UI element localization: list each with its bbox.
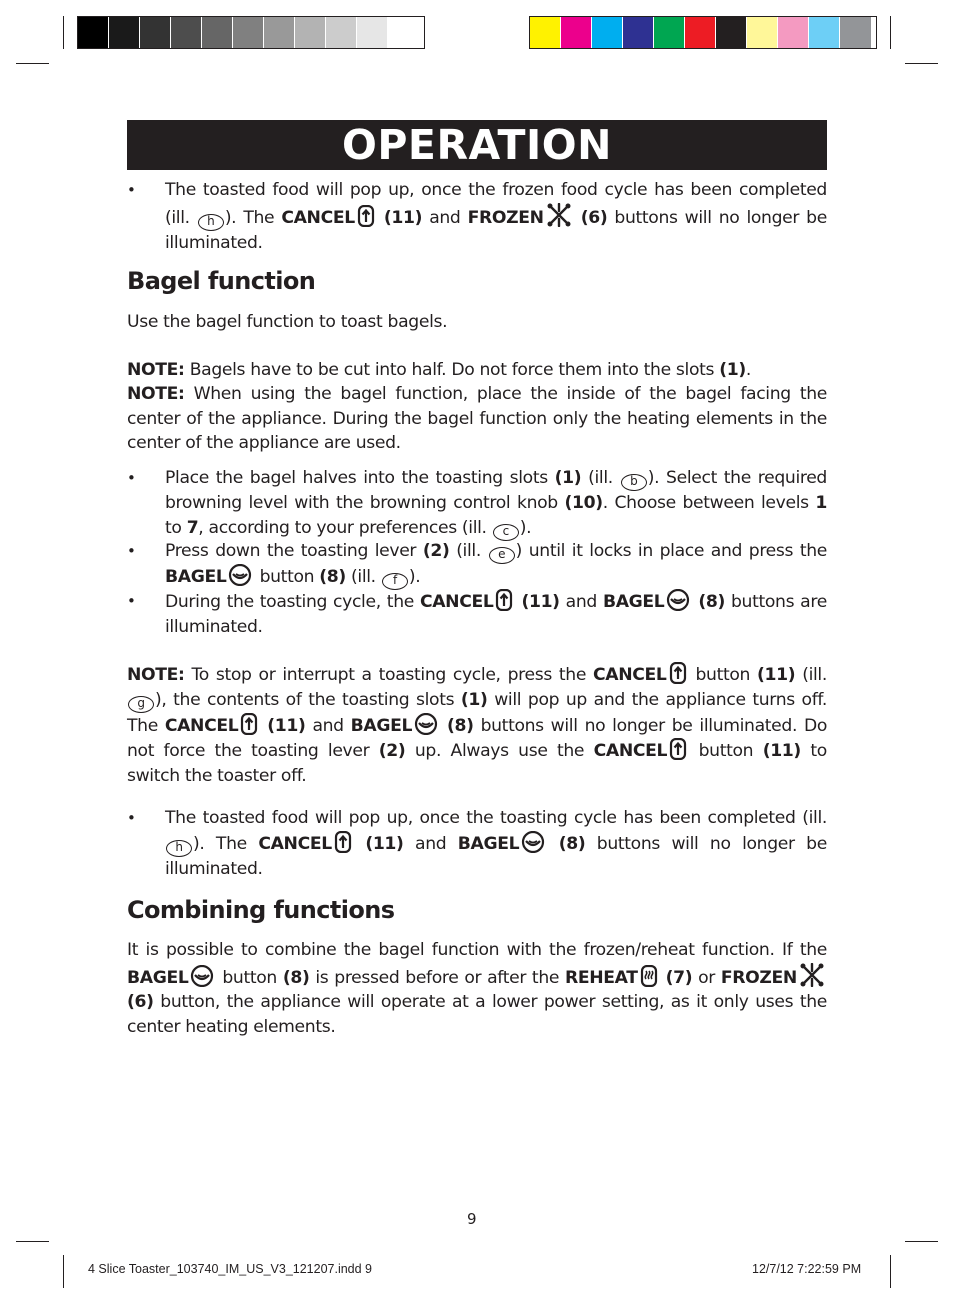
registration-swatch — [202, 17, 233, 48]
registration-swatch — [592, 17, 623, 48]
registration-swatch — [109, 17, 140, 48]
frozen-icon — [799, 963, 825, 987]
list-item: During the toasting cycle, the CANCEL (11) and BAGEL (8) buttons are illuminated. — [165, 589, 827, 639]
note-bagels-cut: NOTE: Bagels have to be cut into half. Do not force them into the slots (1). — [127, 360, 751, 380]
bagel-icon — [666, 589, 690, 611]
grayscale-registration-bar — [77, 16, 425, 49]
crop-mark — [16, 1241, 49, 1242]
bagel-intro: Use the bagel function to toast bagels. — [127, 312, 448, 332]
crop-mark — [905, 1241, 938, 1242]
registration-swatch — [685, 17, 716, 48]
registration-swatch — [388, 17, 419, 48]
combining-functions-heading: Combining functions — [127, 896, 395, 924]
list-item: Place the bagel halves into the toasting slots (1) (ill. b ). Select the required browning level with the browning control knob (10). Choose between levels 1 to 7, according to your preferences (ill. c ). — [165, 466, 827, 541]
bagel-icon — [414, 713, 438, 735]
illustration-ref: g — [128, 696, 154, 713]
bullet: • — [127, 809, 136, 827]
illustration-ref: c — [493, 524, 519, 541]
registration-swatch — [654, 17, 685, 48]
bullet: • — [127, 542, 136, 560]
crop-mark — [905, 63, 938, 64]
registration-swatch — [561, 17, 592, 48]
note-stop-toasting: NOTE: To stop or interrupt a toasting cycle, press the CANCEL button (11) (ill. g ), the contents of the toasting slots (1) will pop up and the appliance turns off. The CANCEL (11) and BAGEL (8) buttons will no longer be illuminated. Do not force the toasting lever (2) up. Always use the CANCEL button (11) to switch the toaster off. — [127, 662, 827, 788]
bagel-icon — [521, 831, 545, 853]
color-registration-bar — [529, 16, 877, 49]
frozen-icon — [546, 203, 572, 227]
bagel-function-heading: Bagel function — [127, 267, 316, 295]
registration-swatch — [778, 17, 809, 48]
registration-swatch — [171, 17, 202, 48]
crop-mark — [63, 16, 64, 49]
section-title-bar — [127, 120, 827, 170]
cancel-icon — [240, 713, 258, 735]
list-item: The toasted food will pop up, once the toasting cycle has been completed (ill. h ). The CANCEL (11) and BAGEL (8) buttons will no longer be illuminated. — [165, 808, 827, 879]
page-number: 9 — [467, 1210, 477, 1228]
registration-swatch — [233, 17, 264, 48]
cancel-icon — [357, 205, 375, 227]
cancel-icon — [495, 589, 513, 611]
slug-filename: 4 Slice Toaster_103740_IM_US_V3_121207.indd 9 — [88, 1262, 373, 1276]
cancel-icon — [334, 831, 352, 853]
cancel-icon — [669, 662, 687, 684]
registration-swatch — [809, 17, 840, 48]
combining-paragraph: It is possible to combine the bagel function with the frozen/reheat function. If the BAGEL button (8) is pressed before or after the REHEAT (7) or FROZEN (6) button, the appliance will operate at a lower power setting, as it only uses the center heating elements. — [127, 940, 827, 1037]
bagel-icon — [228, 564, 252, 586]
bullet: • — [127, 181, 136, 199]
registration-swatch — [840, 17, 871, 48]
registration-swatch — [530, 17, 561, 48]
bagel-icon — [190, 965, 214, 987]
crop-mark — [890, 1255, 891, 1288]
cancel-icon — [669, 738, 687, 760]
crop-mark — [63, 1255, 64, 1288]
page-title: OPERATION — [342, 121, 612, 169]
illustration-ref: e — [489, 547, 515, 564]
illustration-ref: b — [621, 474, 647, 491]
crop-mark — [890, 16, 891, 49]
illustration-ref: f — [382, 573, 408, 590]
slug-timestamp: 12/7/12 7:22:59 PM — [752, 1262, 862, 1276]
registration-swatch — [140, 17, 171, 48]
registration-swatch — [747, 17, 778, 48]
list-item: Press down the toasting lever (2) (ill. e ) until it locks in place and press the BAGEL button (8) (ill. f ). — [165, 539, 827, 590]
bullet: • — [127, 592, 136, 610]
registration-swatch — [623, 17, 654, 48]
reheat-icon — [640, 965, 658, 987]
list-item: The toasted food will pop up, once the frozen food cycle has been completed (ill. h ). The CANCEL (11) and FROZEN (6) buttons will no longer be illuminated. — [165, 180, 827, 253]
illustration-ref: h — [198, 214, 224, 231]
registration-swatch — [326, 17, 357, 48]
note-bagel-facing: NOTE: When using the bagel function, place the inside of the bagel facing the center of the appliance. During the bagel function only the heating elements in the center of the appliance are used. — [127, 384, 827, 453]
bullet: • — [127, 469, 136, 487]
illustration-ref: h — [166, 840, 192, 857]
registration-swatch — [295, 17, 326, 48]
registration-swatch — [78, 17, 109, 48]
crop-mark — [16, 63, 49, 64]
registration-swatch — [357, 17, 388, 48]
registration-swatch — [716, 17, 747, 48]
registration-swatch — [264, 17, 295, 48]
